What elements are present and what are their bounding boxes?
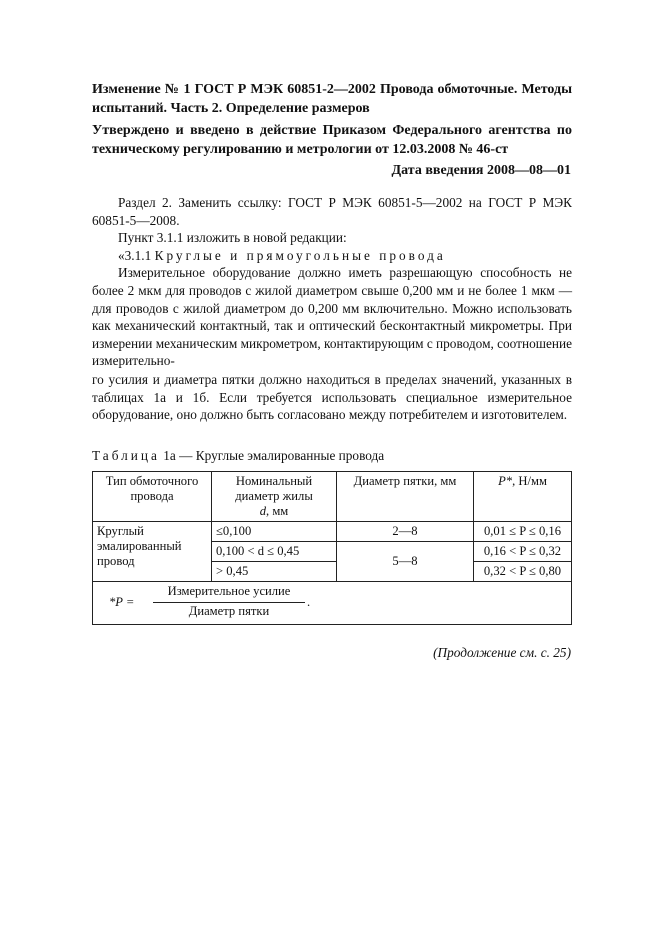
cell-p-range: 0,01 ≤ P ≤ 0,16	[474, 522, 572, 542]
fraction-bar	[153, 602, 305, 603]
effective-date: Дата введения 2008—08—01	[391, 163, 571, 178]
table-1a	[92, 471, 572, 625]
cell-wire-type: Круглый эмалированный провод	[93, 522, 212, 582]
formula-lhs: *P =	[109, 595, 135, 609]
cell-p-range: 0,32 < P ≤ 0,80	[474, 562, 572, 582]
table-caption	[92, 448, 384, 464]
header-wire-type: Тип обмоточного провода	[93, 472, 212, 522]
footnote-formula-cell	[93, 582, 572, 625]
table-row	[93, 522, 572, 542]
cell-diameter: 0,100 < d ≤ 0,45	[212, 542, 337, 562]
clause-number: «3.1.1	[118, 247, 152, 263]
table-caption-text: 1а — Круглые эмалированные провода	[163, 448, 385, 463]
approval-statement: Утверждено и введено в действие Приказом Федерального агентства по техническому регулированию и метрологии от 12.03.2008 № 46-ст	[92, 123, 572, 157]
header-p-ratio: P*, Н/мм	[474, 472, 572, 522]
amendment-body	[92, 194, 572, 370]
paragraph-equipment: Измерительное оборудование должно иметь разрешающую способность не более 2 мкм для проводов с жилой диаметром свыше 0,200 мм и не более 1 мкм — для проводов с жилой диаметром до 0,200 мм включительно. Можно использовать как механический контактный, так и оптический бесконтактный микрометры. При измерении механическим микрометром, контактирующим с проводом, соотношение измерительно-	[92, 265, 573, 369]
continuation-note: (Продолжение см. с. 25)	[433, 645, 571, 660]
clause-instruction: Пункт 3.1.1 изложить в новой редакции:	[118, 230, 347, 246]
formula-numerator: Измерительное усилие	[167, 584, 291, 598]
amendment-title: Изменение № 1 ГОСТ Р МЭК 60851-2—2002 Провода обмоточные. Методы испытаний. Часть 2. Определение размеров	[92, 82, 572, 116]
formula-end: .	[307, 595, 311, 609]
section-2-reference: Раздел 2. Заменить ссылку: ГОСТ Р МЭК 60851-5—2002 на ГОСТ Р МЭК 60851-5—2008.	[92, 195, 572, 228]
header-nominal-diameter: Номинальный диаметр жилы d, мм	[212, 472, 337, 522]
footnote-formula	[93, 582, 571, 624]
cell-p-range: 0,16 < P ≤ 0,32	[474, 542, 572, 562]
table-footnote-row	[93, 582, 572, 625]
table-caption-word: Таблица	[92, 448, 160, 463]
header-heel-diameter: Диаметр пятки, мм	[337, 472, 474, 522]
paragraph-continued: го усилия и диаметра пятки должно находиться в пределах значений, указанных в таблицах 1а и 1б. Если требуется использовать специальное измерительное оборудование, оно должно быть согласовано между потребителем и изготовителем.	[92, 372, 572, 423]
cell-heel: 5—8	[337, 542, 474, 582]
clause-heading	[92, 247, 572, 265]
cell-diameter: ≤0,100	[212, 522, 337, 542]
cell-heel: 2—8	[337, 522, 474, 542]
table-header-row	[93, 472, 572, 522]
clause-title: Круглые и прямоугольные провода	[154, 247, 446, 263]
formula-denominator: Диаметр пятки	[188, 604, 270, 618]
cell-diameter: > 0,45	[212, 562, 337, 582]
